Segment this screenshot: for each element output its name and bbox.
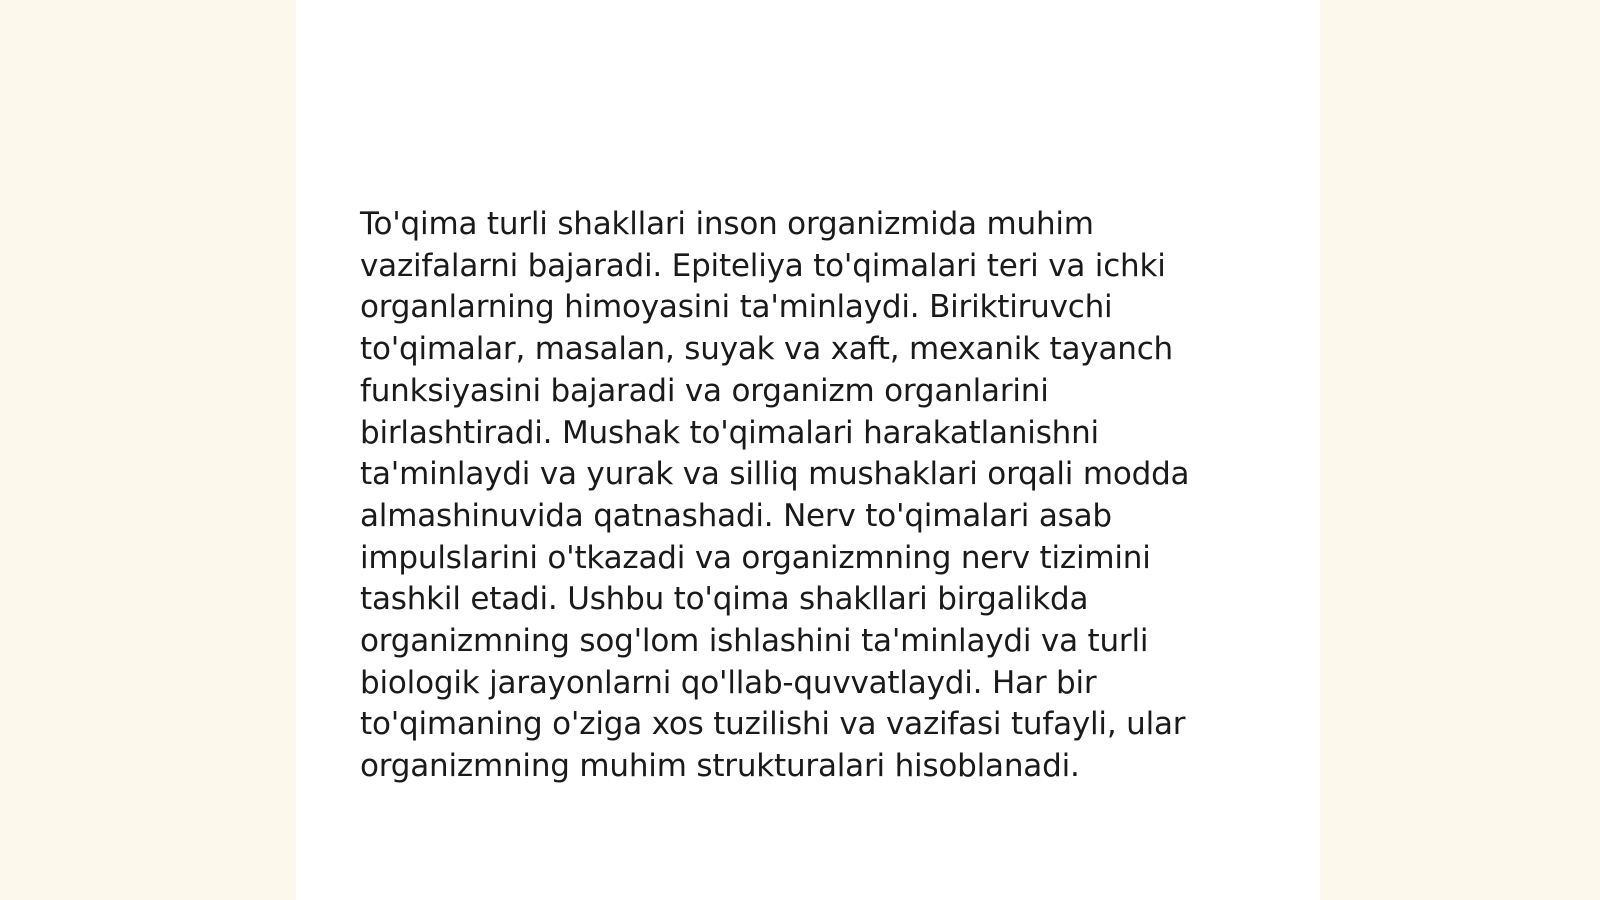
slide-body-text: To'qima turli shakllari inson organizmida muhim vazifalarni bajaradi. Epiteliya to'qimalari teri va ichki organlarning himoyasini ta'minlaydi. Biriktiruvchi to'qimalar, masalan, suyak va xaft, mexanik tayanch funksiyasini bajaradi va organizm organlarini birlashtiradi. Mushak to'qimalari harakatlanishni ta'minlaydi va yurak va silliq mushaklari orqali modda almashinuvida qatnashadi. Nerv to'qimalari asab impulslarini o'tkazadi va organizmning nerv tizimini tashkil etadi. Ushbu to'qima shakllari birgalikda organizmning sog'lom ishlashini ta'minlaydi va turli biologik jarayonlarni qo'llab-quvvatlaydi. Har bir to'qimaning o'ziga xos tuzilishi va vazifasi tufayli, ular organizmning muhim strukturalari hisoblanadi. [360, 206, 1190, 785]
slide-page [296, 0, 1320, 900]
